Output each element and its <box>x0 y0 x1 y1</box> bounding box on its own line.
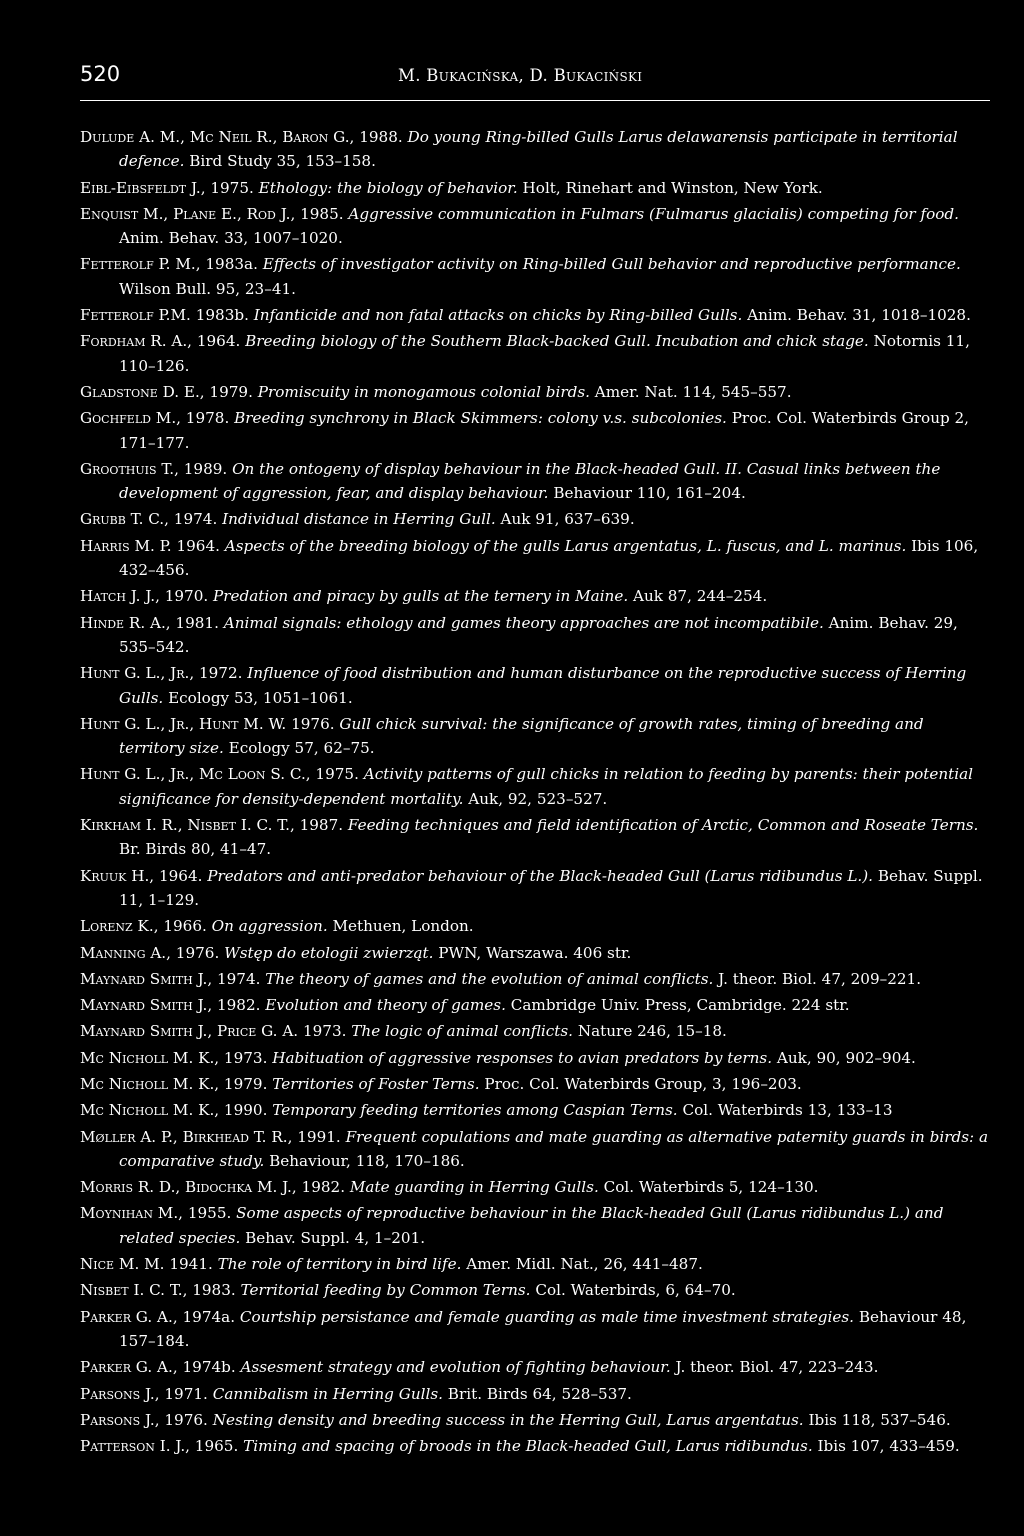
reference-source: Bird Study 35, 153–158. <box>184 152 376 171</box>
reference-entry <box>80 762 990 811</box>
reference-entry <box>80 1305 990 1354</box>
reference-source: Br. Birds 80, 41–47. <box>119 840 272 859</box>
reference-authors: Moynihan M. <box>80 1204 179 1223</box>
reference-source: Proc. Col. Waterbirds Group 2, 171–177. <box>119 409 970 452</box>
reference-year: 1983b. <box>190 306 254 325</box>
reference-authors: Maynard Smith J. <box>80 969 208 988</box>
reference-title: Timing and spacing of broods in the Black-headed Gull, Larus ridibundus. <box>243 1437 813 1456</box>
reference-authors: Dulude A. M., Mc Neil R., Baron G. <box>80 128 350 146</box>
reference-source: Ibis 118, 537–546. <box>803 1410 951 1429</box>
reference-entry <box>80 914 990 938</box>
reference-title: Ethology: the biology of behavior. <box>258 178 518 197</box>
reference-entry <box>80 611 990 660</box>
reference-entry <box>80 1125 990 1174</box>
reference-authors: Parker G. A. <box>80 1307 173 1326</box>
reference-source: Notornis 11, 110–126. <box>119 332 970 375</box>
reference-title: Assesment strategy and evolution of fighting behaviour. <box>240 1358 671 1377</box>
reference-source: Amer. Midl. Nat., 26, 441–487. <box>461 1255 703 1274</box>
document-page <box>80 62 990 1460</box>
reference-entry <box>80 534 990 583</box>
reference-year: , 1983. <box>182 1281 241 1300</box>
reference-entry <box>80 813 990 862</box>
reference-authors: Fetterolf P. M. <box>80 255 196 274</box>
reference-title: Territorial feeding by Common Terns. <box>240 1281 531 1300</box>
reference-title: Aspects of the breeding biology of the gulls Larus argentatus, L. fuscus, and L. marinus. <box>224 536 907 555</box>
reference-entry <box>80 993 990 1017</box>
reference-source: Proc. Col. Waterbirds Group, 3, 196–203. <box>479 1074 802 1093</box>
reference-title: Breeding biology of the Southern Black-backed Gull. Incubation and chick stage. <box>245 332 869 351</box>
reference-source: Brit. Birds 64, 528–537. <box>442 1384 632 1403</box>
reference-authors: Morris R. D., Bidochka M. J. <box>80 1178 292 1197</box>
reference-title: Temporary feeding territories among Caspian Terns. <box>272 1101 678 1120</box>
reference-entry <box>80 303 990 327</box>
reference-source: Amer. Nat. 114, 545–557. <box>589 382 792 401</box>
reference-authors: Nice M. M. <box>80 1255 165 1274</box>
reference-year: , 1979. <box>214 1074 273 1093</box>
reference-entry <box>80 661 990 710</box>
reference-authors: Lorenz K. <box>80 917 154 936</box>
reference-title: Habituation of aggressive responses to avian predators by terns. <box>272 1048 773 1067</box>
reference-title: Courtship persistance and female guarding as male time investment strategies. <box>239 1307 854 1326</box>
reference-year: , 1990. <box>214 1101 273 1120</box>
reference-title: Cannibalism in Herring Gulls. <box>212 1384 443 1403</box>
reference-title: Feeding techniques and field identification of Arctic, Common and Roseate Terns. <box>347 816 979 835</box>
reference-year: , 1973. <box>214 1048 273 1067</box>
reference-authors: Gochfeld M. <box>80 409 177 428</box>
reference-year: , 1975. <box>200 178 259 197</box>
reference-year: , 1982. <box>207 996 266 1015</box>
reference-authors: Gladstone D. E. <box>80 382 200 401</box>
reference-title: Breeding synchrony in Black Skimmers: colony v.s. subcolonies. <box>234 409 727 428</box>
reference-year: , 1978. <box>176 409 235 428</box>
reference-source: Behaviour, 118, 170–186. <box>264 1151 465 1170</box>
reference-source: Cambridge Univ. Press, Cambridge. 224 str. <box>505 996 850 1015</box>
reference-title: The role of territory in bird life. <box>217 1255 462 1274</box>
reference-entry <box>80 1072 990 1096</box>
reference-title: Effects of investigator activity on Ring-billed Gull behavior and reproductive performance. <box>262 255 961 274</box>
reference-authors: Hunt G. L., Jr., Mc Loon S. C. <box>80 765 306 784</box>
reference-year: 1973. <box>298 1022 352 1041</box>
reference-authors: Hinde R. A. <box>80 613 166 632</box>
reference-authors: Møller A. P., Birkhead T. R. <box>80 1127 288 1146</box>
reference-source: Ibis 106, 432–456. <box>119 536 979 580</box>
page-number: 520 <box>80 62 121 86</box>
reference-year: , 1970. <box>155 587 214 606</box>
reference-entry <box>80 176 990 200</box>
reference-source: J. theor. Biol. 47, 209–221. <box>713 969 922 988</box>
reference-authors: Maynard Smith J. <box>80 996 208 1015</box>
reference-source: Behav. Suppl. 4, 1–201. <box>240 1228 426 1247</box>
reference-entry <box>80 406 990 455</box>
reference-source: Holt, Rinehart and Winston, New York. <box>517 178 823 197</box>
reference-entry <box>80 1201 990 1250</box>
reference-title: Frequent copulations and mate guarding as alternative paternity guards in birds: a comparative study. <box>119 1127 989 1170</box>
reference-title: Territories of Foster Terns. <box>272 1074 480 1093</box>
reference-authors: Kirkham I. R., Nisbet I. C. T. <box>80 816 290 835</box>
reference-title: Influence of food distribution and human disturbance on the reproductive success of Herring Gulls. <box>119 664 967 707</box>
reference-year: 1976. <box>286 714 340 733</box>
page-header <box>80 62 990 101</box>
reference-title: Aggressive communication in Fulmars (Fulmarus glacialis) competing for food. <box>348 204 959 223</box>
reference-title: Some aspects of reproductive behaviour in the Black-headed Gull (Larus ridibundus L.) and related species. <box>119 1204 944 1247</box>
reference-year: , 1976. <box>166 943 225 962</box>
reference-year: , 1974. <box>164 510 223 529</box>
reference-source: Anim. Behav. 29, 535–542. <box>119 613 958 656</box>
reference-year: , 1972. <box>189 664 248 683</box>
reference-entry <box>80 329 990 378</box>
reference-entry <box>80 252 990 301</box>
reference-title: Gull chick survival: the significance of growth rates, timing of breeding and territory size. <box>119 714 924 758</box>
reference-source: Methuen, London. <box>327 917 474 936</box>
reference-year: , 1966. <box>153 917 212 936</box>
reference-authors: Harris M. P. <box>80 536 172 555</box>
reference-authors: Enquist M., Plane E., Rod J. <box>80 204 291 223</box>
reference-authors: Groothuis T. <box>80 459 175 478</box>
reference-source: Col. Waterbirds, 6, 64–70. <box>530 1281 736 1300</box>
reference-entry <box>80 457 990 506</box>
reference-entry <box>80 1175 990 1199</box>
running-head: M. Bukacińska, D. Bukaciński <box>398 66 643 85</box>
reference-title: Infanticide and non fatal attacks on chicks by Ring-billed Gulls. <box>253 306 743 325</box>
reference-entry <box>80 1408 990 1432</box>
reference-authors: Parsons J. <box>80 1384 155 1403</box>
reference-year: , 1974. <box>207 969 266 988</box>
reference-year: , 1985. <box>290 204 349 223</box>
reference-authors: Maynard Smith J., Price G. A. <box>80 1022 299 1041</box>
reference-authors: Nisbet I. C. T. <box>80 1281 183 1300</box>
reference-entry <box>80 941 990 965</box>
reference-title: On aggression. <box>211 917 328 936</box>
reference-entry <box>80 125 990 174</box>
reference-year: , 1964. <box>149 866 208 885</box>
reference-authors: Hunt G. L., Jr., Hunt M. W. <box>80 714 287 733</box>
reference-source: Anim. Behav. 31, 1018–1028. <box>742 306 971 325</box>
reference-year: , 1971. <box>154 1384 213 1403</box>
reference-title: Mate guarding in Herring Gulls. <box>349 1178 599 1197</box>
reference-title: Activity patterns of gull chicks in relation to feeding by parents: their potential significance for density-dependent mortality. <box>119 765 974 808</box>
reference-entry <box>80 507 990 531</box>
reference-source: J. theor. Biol. 47, 223–243. <box>670 1358 879 1377</box>
reference-entry <box>80 864 990 913</box>
reference-entry <box>80 712 990 761</box>
reference-title: Individual distance in Herring Gull. <box>222 510 496 529</box>
reference-year: , 1983a. <box>195 255 263 274</box>
reference-year: , 1979. <box>199 382 258 401</box>
reference-title: On the ontogeny of display behaviour in the Black-headed Gull. II. Casual links between the development of aggression, fear, and display behaviour. <box>119 459 941 503</box>
reference-source: Behaviour 110, 161–204. <box>548 484 746 503</box>
reference-authors: Kruuk H. <box>80 866 150 885</box>
reference-year: , 1976. <box>154 1410 213 1429</box>
reference-authors: Mc Nicholl M. K. <box>80 1048 215 1067</box>
reference-source: PWN, Warszawa. 406 str. <box>433 943 632 962</box>
reference-year: 1964. <box>171 536 225 555</box>
reference-entry <box>80 584 990 608</box>
reference-authors: Mc Nicholl M. K. <box>80 1074 215 1093</box>
reference-authors: Fetterolf P.M. <box>80 306 191 325</box>
reference-year: , 1987. <box>289 816 348 835</box>
reference-source: Col. Waterbirds 13, 133–13 <box>677 1101 893 1120</box>
reference-list <box>80 125 990 1458</box>
reference-title: Promiscuity in monogamous colonial birds. <box>257 382 590 401</box>
reference-entry <box>80 1098 990 1122</box>
reference-source: Ecology 53, 1051–1061. <box>163 688 353 707</box>
reference-title: Animal signals: ethology and games theory approaches are not incompatibile. <box>223 613 824 632</box>
reference-source: Auk, 90, 902–904. <box>772 1048 916 1067</box>
reference-year: , 1965. <box>185 1437 244 1456</box>
reference-authors: Parker G. A. <box>80 1358 173 1377</box>
reference-year: , 1975. <box>305 765 364 784</box>
reference-source: Auk 91, 637–639. <box>495 510 635 529</box>
reference-source: Col. Waterbirds 5, 124–130. <box>598 1178 819 1197</box>
reference-entry <box>80 1252 990 1276</box>
reference-year: , 1982. <box>291 1178 350 1197</box>
reference-year: , 1991. <box>287 1127 346 1146</box>
reference-title: Predators and anti-predator behaviour of the Black-headed Gull (Larus ridibundus L.). <box>207 866 874 885</box>
reference-year: 1941. <box>164 1255 218 1274</box>
reference-year: , 1989. <box>174 459 233 478</box>
reference-title: Nesting density and breeding success in the Herring Gull, Larus argentatus. <box>212 1410 804 1429</box>
reference-source: Anim. Behav. 33, 1007–1020. <box>119 229 343 248</box>
reference-authors: Fordham R. A. <box>80 332 188 351</box>
reference-entry <box>80 967 990 991</box>
reference-authors: Eibl-Eibsfeldt J. <box>80 178 201 197</box>
reference-entry <box>80 1434 990 1458</box>
reference-year: , 1981. <box>165 613 224 632</box>
reference-title: Evolution and theory of games. <box>265 996 506 1015</box>
reference-title: Wstęp do etologii zwierząt. <box>224 943 434 962</box>
reference-source: Wilson Bull. 95, 23–41. <box>119 279 296 298</box>
reference-title: Do young Ring-billed Gulls Larus delawarensis participate in territorial defence. <box>119 128 958 171</box>
reference-source: Behaviour 48, 157–184. <box>119 1307 967 1350</box>
reference-authors: Mc Nicholl M. K. <box>80 1101 215 1120</box>
reference-entry <box>80 1355 990 1379</box>
reference-year: , 1964. <box>187 332 246 351</box>
reference-year: , 1955. <box>178 1204 237 1223</box>
reference-authors: Hatch J. J. <box>80 587 156 606</box>
reference-entry <box>80 380 990 404</box>
reference-source: Auk 87, 244–254. <box>628 587 768 606</box>
reference-source: Auk, 92, 523–527. <box>463 789 608 808</box>
reference-entry <box>80 202 990 251</box>
reference-title: The theory of games and the evolution of animal conflicts. <box>265 969 714 988</box>
reference-authors: Hunt G. L., Jr. <box>80 664 190 683</box>
reference-source: Nature 246, 15–18. <box>573 1022 727 1041</box>
reference-entry <box>80 1382 990 1406</box>
reference-title: The logic of animal conflicts. <box>351 1022 573 1041</box>
reference-entry <box>80 1278 990 1302</box>
reference-source: Behav. Suppl. 11, 1–129. <box>119 866 983 909</box>
reference-authors: Patterson I. J. <box>80 1437 186 1456</box>
reference-source: Ibis 107, 433–459. <box>812 1437 960 1456</box>
reference-year: , 1988. <box>349 128 408 146</box>
reference-entry <box>80 1019 990 1043</box>
reference-year: , 1974a. <box>172 1307 240 1326</box>
reference-authors: Manning A. <box>80 943 167 962</box>
reference-authors: Grubb T. C. <box>80 510 165 529</box>
reference-entry <box>80 1046 990 1070</box>
reference-title: Predation and piracy by gulls at the ternery in Maine. <box>213 587 629 606</box>
reference-authors: Parsons J. <box>80 1410 155 1429</box>
reference-source: Ecology 57, 62–75. <box>223 739 375 758</box>
reference-year: , 1974b. <box>172 1358 241 1377</box>
